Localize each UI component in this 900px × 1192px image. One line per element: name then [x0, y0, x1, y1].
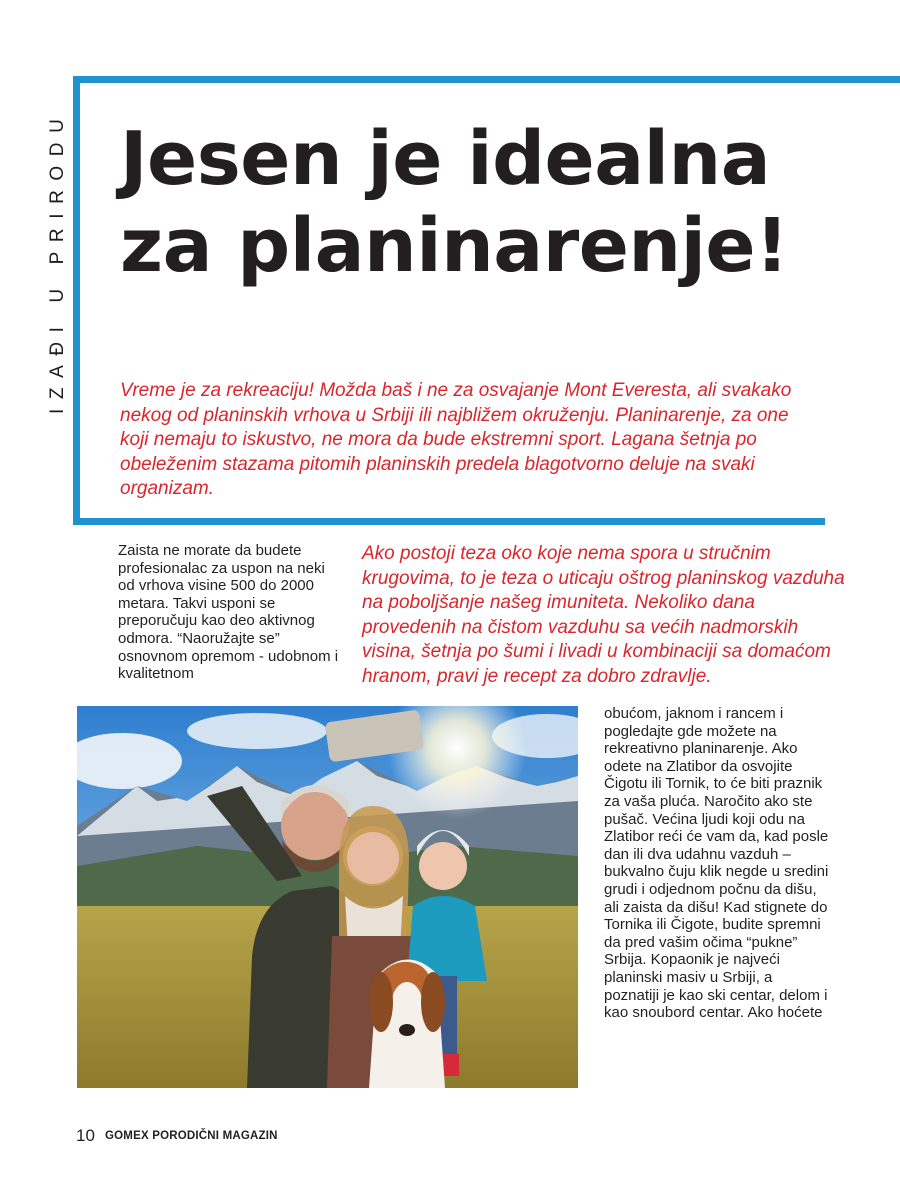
section-label-text: IZAĐI U PRIRODU	[47, 109, 68, 414]
article-title: Jesen je idealna za planinarenje!	[120, 116, 789, 289]
body-column-right: obućom, jaknom i rancem i pogledajte gde možete na rekreativno planinarenje. Ako odete na Zlatibor da osvojite Čigotu ili Tornik, to će biti praznik za vaša pluća. Naročito ako ste pušač. Većina ljudi koji odu na Zlatibor reći će vam da, kad posle dan ili dva udahnu vazduh – bukvalno čuju klik negde u sredini grudi i odjednom počnu da dišu, ali zaista da dišu! Kad stignete do Tornika ili Čigote, budite spremni da pred vašim očima “pukne” Srbija. Kopaonik je najveći planinski masiv u Srbiji, a poznatiji je kao ski centar, delom i kao snoubord centar. Ako hoćete	[604, 705, 829, 1022]
pull-quote: Ako postoji teza oko koje nema spora u stručnim krugovima, to je teza o uticaju oštrog planinskog vazduha na poboljšanje našeg imuniteta. Nekoliko dana provedenih na čistom vazduhu sa većih nadmorskih visina, šetnja po šumi i livadi u kombinaciji sa domaćom hranom, pravi je recept za dobro zdravlje.	[362, 543, 845, 687]
page-number: 10	[76, 1126, 95, 1145]
magazine-name: GOMEX PORODIČNI MAGAZIN	[105, 1130, 278, 1142]
family-selfie-photo	[77, 706, 578, 1088]
frame-left-rule	[73, 76, 80, 525]
body-column-left: Zaista ne morate da budete profesionalac za uspon na neki od vrhova visine 500 do 2000 metara. Takvi usponi se preporučuju kao deo aktivnog odmora. “Naoružajte se” osnovnom opremom - udobnom i kvalitetnom	[118, 542, 339, 683]
frame-top-rule	[73, 76, 900, 83]
article-lead: Vreme je za rekreaciju! Možda baš i ne za osvajanje Mont Everesta, ali svakako nekog od planinskih vrhova u Srbiji ili najbližem okruženju. Planinarenje, za one koji nemaju to iskustvo, ne mora da bude ekstremni sport. Lagana šetnja po obeleženim stazama pitomih planinskih predela blagotvorno deluje na svaki organizam.	[120, 380, 792, 500]
frame-bottom-rule	[73, 518, 825, 525]
